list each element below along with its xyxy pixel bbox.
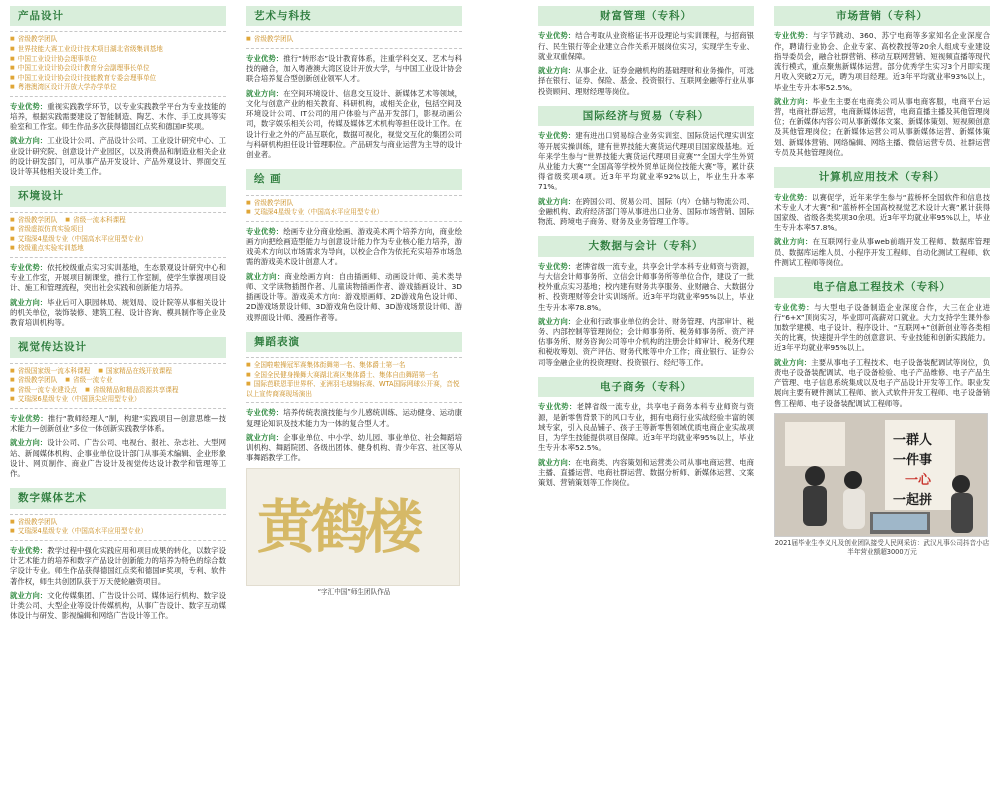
honor-item: ■ 艾瑞深4星级专业（中国高水平应用型专业） xyxy=(10,235,226,245)
honor-item: ■ 国际芭联恩菲世界杯、亚洲羽毛球锦标赛、WTA国际网球公开赛，音悦以上宣传商赛现场演出 xyxy=(246,380,462,399)
advantage-text: 推行“转形态”设计教育体系，注重学科交叉、艺术与科技的融合，加入粤港澳大湾区设计开放大学，与中国工业设计协会联合培养复合型创新创业领军人才。 xyxy=(246,54,462,84)
employment-text: 企业和行政事业单位的会计、财务管理、内部审计、税务、内部控制等管理岗位；会计师事务所、税务师事务所、资产评估事务所、财务咨询公司等中介机构的注册会计师审计、税务代理和税收筹划、资产评估、财务代账等中介工作；商业银行、证券公司等金融企业的投资理财、投资银行、经纪等工作。 xyxy=(538,316,754,367)
section-big-data-accounting xyxy=(538,236,754,368)
artwork-lettering: 黄鹤楼 xyxy=(257,492,420,561)
column-2 xyxy=(236,0,472,800)
advantage-paragraph xyxy=(774,193,990,234)
advantage-label: 专业优势： xyxy=(246,226,284,236)
employment-text: 在互联网行业从事web前端开发工程师、数据库管理员、数据库运维人员、小程序开发工程师、自动化测试工程师、软件测试工程师等岗位。 xyxy=(774,237,990,267)
employment-paragraph xyxy=(774,97,990,158)
employment-text: 毕业生主要在电商类公司从事电商客服，电商平台运营，电商社群运营，电商新媒体运营，电商直播主播及其他管理岗位；在新媒体内容公司从事新媒体文案、新媒体策划、短视频创意及其他管理岗位；在新媒体运营公司从事新媒体运营、新媒体策划、新媒体营销、网络编辑、网络主播、微信运营专员、社群运营专员及其他管理岗位。 xyxy=(774,96,990,157)
section-digital-media-art xyxy=(10,488,226,621)
svg-text:一件事: 一件事 xyxy=(893,452,933,468)
advantage-paragraph xyxy=(10,414,226,434)
section-title: 国际经济与贸易（专科） xyxy=(538,106,754,126)
advantage-text: 重视实践教学环节，以专业实践教学平台为专业技能的培养，根据实践需要建设了智能制造、陶艺、木作、手工皮具等实验室和工作室。师生作品多次获得德国红点奖和德国IF奖项。 xyxy=(10,101,226,132)
employment-label: 就业方向： xyxy=(10,297,48,307)
artwork-caption: “字汇中国”师生团队作品 xyxy=(317,587,391,596)
advantage-paragraph xyxy=(246,408,462,428)
advantage-text: 结合考取从业资格证书开设理论与实训课程，与招商银行、民生银行等企业建立合作关系开展岗位实习，实现学生专业、就业双重保障。 xyxy=(538,31,754,61)
section-product-design xyxy=(10,6,226,177)
photo-caption: 2021届毕业生李义凡及创业团队接受人民网采访：武汉凡事公司抖音小店半年营业额超3000万元 xyxy=(774,538,990,556)
employment-label: 就业方向： xyxy=(246,88,284,98)
advantage-paragraph xyxy=(538,262,754,313)
employment-text: 在空间环境设计、信息交互设计、新媒体艺术等领域，文化与创意产业的相关教育、科研机构，或相关企业，包括空间及环境设计公司、IT公司的用户体验与产品开发部门，影视动画公司，数字娱乐相关公司，传媒及媒体艺术机构等担任设计工作。在设计行业之外的产品互联化，数据可视化，视觉交互化的集团公司与科研机构担任设计管理职位。产品研发与商业运营为主导的设计创业者。 xyxy=(246,88,462,159)
svg-text:一心: 一心 xyxy=(905,472,932,488)
column-4 xyxy=(764,0,1000,800)
advantage-label: 专业优势： xyxy=(774,192,812,202)
honor-list xyxy=(246,195,462,222)
section-title: 电子商务（专科） xyxy=(538,377,754,397)
employment-text: 商业绘画方向：自由插画师、动画设计师、美术类导师、文学读物插图作者、儿童读物插画作者、游戏插画设计、3D插画设计等。游戏美术方向：游戏原画师、2D游戏角色设计师、2D游戏场景设计师、3D游戏角色设计师、3D游戏场景设计师、游戏界面设计师、漫画作者等。 xyxy=(246,271,462,322)
svg-text:一群人: 一群人 xyxy=(893,432,933,448)
advantage-label: 专业优势： xyxy=(538,402,577,412)
honor-list xyxy=(10,31,226,96)
section-environment-design xyxy=(10,186,226,328)
honor-row xyxy=(10,386,226,396)
advantage-label: 专业优势： xyxy=(774,31,813,41)
employment-paragraph xyxy=(538,66,754,97)
honor-list xyxy=(10,514,226,541)
honor-row xyxy=(10,216,226,226)
advantage-label: 专业优势： xyxy=(246,54,284,64)
employment-text: 从事企业、证券金融机构的基础理财和业务操作，可选择在银行、证券、保险、基金、投资银行、互联网金融等行业从事投资顾问、理财经理等岗位。 xyxy=(538,66,754,96)
honor-item: ■ 省级一流本科课程 xyxy=(65,216,125,226)
employment-label: 就业方向： xyxy=(246,432,284,442)
section-title: 数字媒体艺术 xyxy=(10,488,226,508)
section-visual-communication xyxy=(10,337,226,479)
svg-text:一起拼: 一起拼 xyxy=(893,492,933,508)
calligraphy-artwork xyxy=(246,468,460,586)
honor-item: ■ 省级教学团队 xyxy=(246,35,462,45)
advantage-text: 与字节跳动、360、苏宁电商等多家知名企业深度合作，聘请行业协会、企业专家、高校教授等20余人组成专业建设指导委员会，融合社群营销、移动互联网营销、短视频直播等现代流行模式，重点聚焦新媒体运营。部分优秀学生实习3个月即实现月收入突破2万元，聘为项目经理。近3年平均就业率93%以上，毕业生专升本率52.5%。 xyxy=(774,31,990,92)
section-title: 环境设计 xyxy=(10,186,226,206)
honor-item: ■ 艾瑞深4星级专业（中国高水平应用型专业） xyxy=(246,208,462,218)
advantage-label: 专业优势： xyxy=(538,261,576,271)
advantage-text: 推行“教师经理人”制，构建“实践项目—创意思维—技术能力—创新创业”多位一体创新实践教学体系。 xyxy=(10,413,226,434)
employment-paragraph xyxy=(246,272,462,323)
honor-item: ■ 全国全民健身操舞大赛湖北赛区集体爵士、集体自由舞蹈第一名 xyxy=(246,371,462,381)
advantage-text: 依托校级重点实习实训基地，生态景观设计研究中心和专业工作室，开展项目制课堂，推行工作室制，使学生掌握项目设计、施工和管理流程，突出社会实践和创新能力培养。 xyxy=(10,262,226,293)
advantage-paragraph xyxy=(538,402,754,453)
advantage-paragraph xyxy=(774,31,990,92)
honor-list xyxy=(246,357,462,403)
advantage-paragraph xyxy=(246,227,462,268)
interview-photo xyxy=(774,413,990,557)
section-title: 计算机应用技术（专科） xyxy=(774,167,990,187)
honor-item: ■ 艾瑞深6星级专业（中国顶尖应用型专业） xyxy=(10,395,226,405)
section-title: 市场营销（专科） xyxy=(774,6,990,26)
employment-paragraph xyxy=(538,458,754,489)
section-electronic-information xyxy=(774,277,990,557)
team-photo xyxy=(774,413,988,537)
honor-item: ■ 省级教学团队 xyxy=(10,35,226,45)
advantage-text: 以赛促学，近年来学生参与“蓝桥杯全国软件和信息技术专业人才大赛”和“蓝桥杯全国高校视觉艺术设计大赛”累计获得国家级、省级各类奖项30余项。近3年平均就业率95%以上，毕业生专升本率57.8%。 xyxy=(774,192,990,233)
section-title: 电子信息工程技术（专科） xyxy=(774,277,990,297)
honor-item: ■ 中国工业设计协会理事单位 xyxy=(10,55,226,65)
honor-item: ■ 全国啦啦操冠军赛集体街舞第一名、集体爵士第一名 xyxy=(246,361,462,371)
employment-text: 毕业后可入职园林局、规划局、设计院等从事相关设计的机关单位，装饰装修、建筑工程、设计咨询、模具制作等企业及教育培训机构等。 xyxy=(10,297,226,328)
column-1 xyxy=(0,0,236,800)
honor-item: ■ 世界技能大赛工业设计技术项目湖北省级集训基地 xyxy=(10,45,226,55)
honor-item: ■ 省级国家级一流本科课程 xyxy=(10,367,90,377)
section-computer-application xyxy=(774,167,990,268)
employment-paragraph xyxy=(10,136,226,177)
advantage-text: 老牌省级一流专业，共享会计学本科专业师资与资源，与大信会计师事务所、立信会计师事务所等单位合作，建设了一批校外重点实习基地；校内建有财务共享服务、业财融合、大数据分析、投资理财等会计实训场所。近3年平均就业率95%以上，毕业生专升本率78.8%。 xyxy=(538,261,754,312)
advantage-label: 专业优势： xyxy=(246,408,284,418)
employment-text: 在跨国公司、贸易公司、国际（内）仓储与物流公司、金融机构、政府经济部门等从事进出口业务、国际市场营销、国际物流、跨境电子商务、财务及业务管理工作等。 xyxy=(538,196,754,227)
employment-paragraph xyxy=(774,358,990,409)
advantage-label: 专业优势： xyxy=(10,101,48,111)
advantage-paragraph xyxy=(246,54,462,85)
section-international-trade xyxy=(538,106,754,227)
employment-label: 就业方向： xyxy=(10,438,48,448)
employment-label: 就业方向： xyxy=(538,66,576,76)
honor-item: ■ 国家精品在线开放课程 xyxy=(98,367,172,377)
section-wealth-management xyxy=(538,6,754,97)
artwork-image xyxy=(246,468,462,597)
section-e-commerce xyxy=(538,377,754,488)
employment-paragraph xyxy=(538,317,754,368)
section-dance-performance xyxy=(246,332,462,597)
honor-item: ■ 中国工业设计协会设计技能教育专委会理事单位 xyxy=(10,74,226,84)
honor-item: ■ 粤港澳湾区设计开放大学办学单位 xyxy=(10,83,226,93)
advantage-label: 专业优势： xyxy=(774,302,815,312)
advantage-paragraph xyxy=(538,31,754,62)
section-art-technology xyxy=(246,6,462,160)
section-title: 产品设计 xyxy=(10,6,226,26)
honor-item: ■ 省级虚拟仿真实验项目 xyxy=(10,225,226,235)
employment-text: 设计公司、广告公司、电视台、报社、杂志社、大型网站、新闻媒体机构、企事业单位设计部门从事美术编辑、企业形象设计、网页制作、商业广告设计及视觉传达设计教学和管理等工作。 xyxy=(10,438,226,479)
honor-item: ■ 艾瑞深4星级专业（中国高水平应用型专业） xyxy=(10,527,226,537)
employment-label: 就业方向： xyxy=(246,271,285,281)
honor-row xyxy=(10,367,226,377)
employment-paragraph xyxy=(774,237,990,268)
employment-text: 主要从事电子工程技术、电子设备装配调试等岗位，负责电子设备装配调试、电子设备检验、电子产品维修、电子产品生产管理、电子信息系统集成以及电子产品设计开发等工作。职业发展向主要有硬件测试工程师、嵌入式软件开发工程师、电子设备销售工程师、电子设备装配调试工程师等。 xyxy=(774,357,990,408)
section-marketing xyxy=(774,6,990,158)
advantage-label: 专业优势： xyxy=(10,545,48,555)
advantage-paragraph xyxy=(10,546,226,587)
column-3 xyxy=(528,0,764,800)
section-title: 大数据与会计（专科） xyxy=(538,236,754,256)
section-title: 艺术与科技 xyxy=(246,6,462,26)
employment-paragraph xyxy=(10,438,226,479)
honor-list xyxy=(246,31,462,49)
team-photo-illustration xyxy=(775,414,988,537)
honor-list xyxy=(10,212,226,258)
advantage-text: 教学过程中强化实践应用和项目成果的转化，以数字设计艺术能力的培养和数字产品设计创新能力的培养为特色的综合数字设计专业。师生作品获得德国红点奖和德国IF奖项，专利、软件著作权，师生共创团队获于万天使轮融资项目。 xyxy=(10,545,226,586)
employment-label: 就业方向： xyxy=(538,196,576,206)
employment-paragraph xyxy=(246,433,462,464)
honor-row xyxy=(10,376,226,386)
advantage-paragraph xyxy=(10,263,226,294)
employment-label: 就业方向： xyxy=(10,590,48,600)
honor-item: ■ 省级教学团队 xyxy=(10,216,57,226)
honor-item: ■ 省级一流专业建设点 xyxy=(10,386,77,396)
honor-item: ■ 省级精品和精品资源共享课程 xyxy=(85,386,178,396)
employment-paragraph xyxy=(10,591,226,622)
employment-text: 工业设计公司、产品设计公司、工业设计研究中心、工业设计研究院、创意设计产业园区，以及消费品和制造业相关企业的设计研发部门，可从事产品开发设计、产品外观设计、界面交互设计等其他相关设计类工作。 xyxy=(10,136,226,177)
advantage-paragraph xyxy=(538,131,754,192)
advantage-paragraph xyxy=(774,303,990,354)
honor-item: ■ 校级重点实验实训基地 xyxy=(10,244,226,254)
employment-label: 就业方向： xyxy=(538,457,576,467)
page-fold xyxy=(472,0,528,800)
employment-paragraph xyxy=(246,89,462,161)
advantage-label: 专业优势： xyxy=(538,131,576,141)
employment-text: 文化传媒集团、广告设计公司、媒体运行机构、数字设计类公司、大型企业等设计传媒机构，从事广告设计、数字互动媒体设计与研发、影视编辑和网络广告设计等工作。 xyxy=(10,590,226,621)
section-painting xyxy=(246,169,462,323)
employment-paragraph xyxy=(538,197,754,228)
honor-item: ■ 省级教学团队 xyxy=(246,199,462,209)
advantage-text: 与大型电子设备制造企业深度合作，大三在企业进行“6+X”顶岗实习，毕业即可高薪对口就业。大力支持学生课外参加数学建模、电子设计、程序设计、“互联网+”创新创业等各类相关的比赛，快速提升学生的创意意识、专业技能和创新实践能力。近3年平均就业率95%以上。 xyxy=(774,302,990,353)
honor-item: ■ 省级教学团队 xyxy=(10,376,57,386)
employment-label: 就业方向： xyxy=(774,237,813,247)
section-title: 舞蹈表演 xyxy=(246,332,462,352)
advantage-text: 绘画专业分商业绘画、游戏美术两个培养方向，商业绘画方向把绘画造型能力与创意设计能力作为专业核心能力培养，游戏美术方向以市场需求为导向，以校企合作为依托充实培养市场急需的游戏美术设计创意人才。 xyxy=(246,226,462,267)
employment-label: 就业方向： xyxy=(774,357,812,367)
honor-item: ■ 省级一流专业 xyxy=(65,376,112,386)
employment-label: 就业方向： xyxy=(774,96,813,106)
advantage-text: 建有进出口贸易综合业务实训室、国际货运代理实训室等开展实操训练，建有世界技能大赛货运代理项目国家级基地。近年来学生参与“世界技能大赛货运代理项目竞赛”“全国大学生外贸从业能力大赛”“全国高等学校外贸单证岗位技能大赛”等，累计获得省级奖项4项。近3年平均就业率92%以上，毕业生升本率71%。 xyxy=(538,131,754,192)
employment-label: 就业方向： xyxy=(10,136,48,146)
section-title: 绘 画 xyxy=(246,169,462,189)
section-title: 视觉传达设计 xyxy=(10,337,226,357)
honor-item: ■ 中国工业设计协会设计教育分会副理事长单位 xyxy=(10,64,226,74)
advantage-label: 专业优势： xyxy=(10,413,48,423)
honor-item: ■ 省级教学团队 xyxy=(10,518,226,528)
advantage-paragraph xyxy=(10,102,226,133)
advantage-text: 老牌省级一流专业，共享电子商务本科专业师资与资源，是新零售背景下的风口专业，拥有电商行业实战经验丰富的领域专家，引入良品铺子、孩子王等新零售领域优质电商企业实战项目，为学生技能提供项目保障。近3年平均就业率95%以上，毕业生专升本率52.5%。 xyxy=(538,402,754,453)
section-title: 财富管理（专科） xyxy=(538,6,754,26)
employment-text: 企事业单位、中小学、幼儿园、事业单位、社会舞蹈培训机构、舞蹈院团、各级出团体、健身机构、青少年宫、社区等从事舞蹈教学工作。 xyxy=(246,432,462,463)
employment-text: 在电商类、内容策划和运营类公司从事电商运营、电商主播、直播运营、电商社群运营、数据分析师、新媒体运营、文案策划、营销策划等工作岗位。 xyxy=(538,457,754,487)
advantage-label: 专业优势： xyxy=(10,262,48,272)
employment-paragraph xyxy=(10,298,226,329)
advantage-label: 专业优势： xyxy=(538,31,576,41)
employment-label: 就业方向： xyxy=(538,316,576,326)
advantage-text: 培养传统表演技能与少儿感统训练、运动健身、运动康复理论知识及技术能力为一体的复合型人才。 xyxy=(246,408,462,428)
honor-list xyxy=(10,363,226,409)
